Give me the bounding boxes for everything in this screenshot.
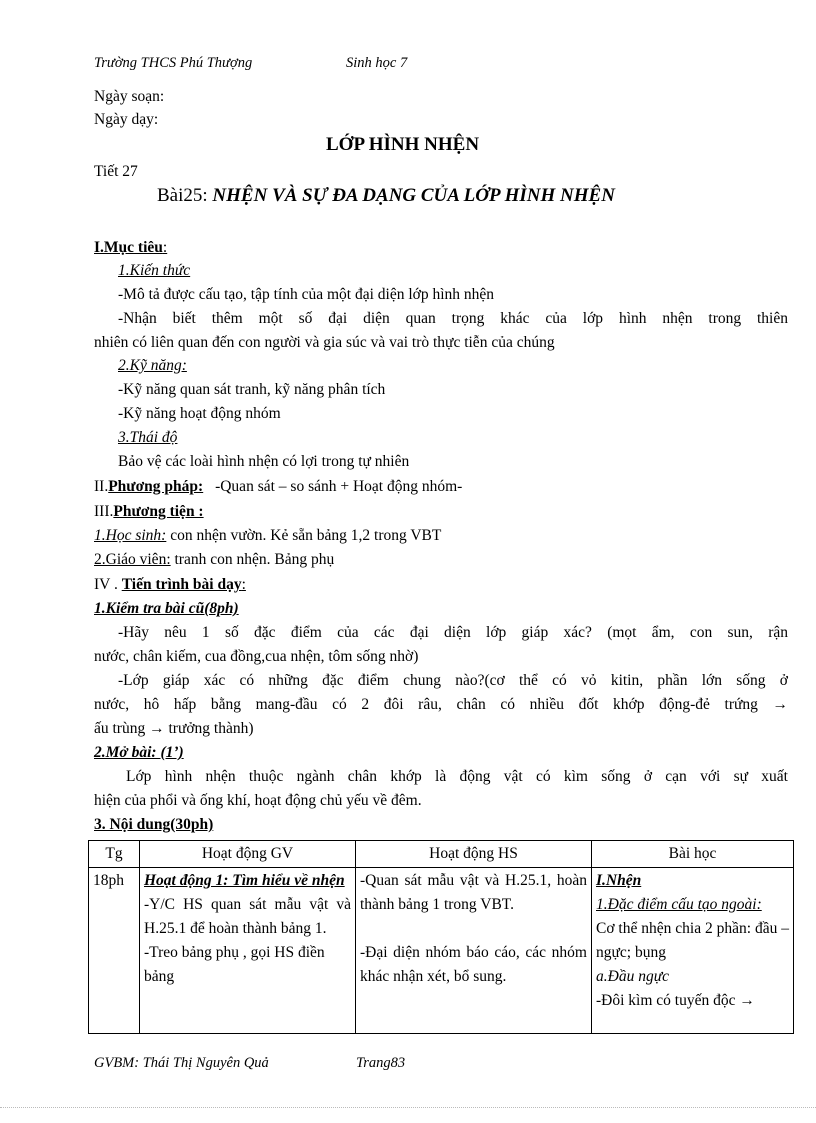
table-header-row: [89, 841, 794, 868]
lesson-name: NHỆN VÀ SỰ ĐA DẠNG CỦA LỚP HÌNH NHỆN: [212, 185, 615, 206]
knowledge-line-2b: nhiên có liên quan đến con người và gia súc và vai trò thực tiễn của chúng: [94, 334, 555, 351]
methods-num: II.: [94, 478, 109, 495]
methods-line: [94, 478, 462, 496]
skills-line-1: -Kỹ năng quan sát tranh, kỹ năng phân tích: [118, 381, 386, 398]
teacher-activity-cell: [140, 868, 356, 1034]
check-q2c: ấu trùng → trưởng thành): [94, 720, 254, 737]
methods-heading: Phương pháp:: [108, 478, 204, 495]
means-teacher: [94, 551, 334, 569]
table-header-cell: Bài học: [592, 841, 794, 868]
objectives-heading: [94, 239, 167, 257]
check-heading: 1.Kiểm tra bài cũ(8ph): [94, 600, 239, 617]
check-q1b: nước, chân kiếm, cua đồng,cua nhện, tôm sống nhờ): [94, 648, 419, 665]
time-cell: 18ph: [89, 868, 140, 1034]
attitude-heading: 3.Thái độ: [118, 429, 178, 446]
lesson-subsection-2: a.Đầu ngực: [596, 968, 670, 985]
date-prepared: Ngày soạn:: [94, 88, 165, 105]
means-student-text: con nhện vườn. Kẻ sẵn bảng 1,2 trong VBT: [170, 527, 442, 544]
student-activity-line: -Quan sát mẫu vật và H.25.1, hoàn thành bảng 1 trong VBT.: [360, 872, 587, 913]
means-student-label: 1.Học sinh:: [94, 527, 167, 544]
process-colon: :: [241, 576, 246, 593]
check-q1a: -Hãy nêu 1 số đặc điểm của các đại diện lớp giáp xác? (mọt ẩm, con sun, rận: [118, 624, 788, 641]
content-heading: 3. Nội dung(30ph): [94, 816, 214, 833]
lesson-prefix: Bài25:: [157, 185, 208, 206]
means-teacher-text: tranh con nhện. Bảng phụ: [174, 551, 335, 568]
lesson-content-line: Cơ thể nhện chia 2 phần: đầu –ngực; bụng: [596, 920, 789, 961]
table-row: [89, 868, 794, 1034]
methods-text: -Quan sát – so sánh + Hoạt động nhóm-: [215, 478, 463, 495]
process-heading: [94, 576, 246, 594]
lesson-subsection: 1.Đặc điểm cấu tạo ngoài:: [596, 896, 762, 913]
lesson-content-line: -Đôi kìm có tuyến độc →: [596, 992, 755, 1009]
lesson-heading: [157, 185, 615, 207]
means-heading-text: Phương tiện :: [113, 503, 204, 520]
means-num: III.: [94, 503, 114, 520]
check-q2a: -Lớp giáp xác có những đặc điểm chung nào?(cơ thể có vỏ kitin, phần lớn sống ở: [118, 672, 788, 689]
teacher-activity-line: -Y/C HS quan sát mẫu vật và H.25.1 để hoàn thành bảng 1.: [144, 896, 351, 937]
skills-heading: 2.Kỹ năng:: [118, 357, 187, 374]
date-taught: Ngày dạy:: [94, 111, 159, 128]
process-num: IV .: [94, 576, 118, 593]
knowledge-line-2a: -Nhận biết thêm một số đại diện quan trọng khác của lớp hình nhện trong thiên: [118, 310, 788, 327]
lesson-table: [88, 840, 794, 1034]
means-student: [94, 527, 441, 545]
spacer: [360, 917, 587, 941]
intro-heading: 2.Mở bài: (1’): [94, 744, 184, 761]
teacher-activity-line: -Treo bảng phụ , gọi HS điền bảng: [144, 944, 325, 985]
intro-line-2: hiện của phổi và ống khí, hoạt động chủ yếu về đêm.: [94, 792, 422, 809]
means-heading: [94, 503, 204, 521]
table-header-cell: Tg: [89, 841, 140, 868]
lesson-section-title: I.Nhện: [596, 872, 642, 889]
attitude-line-1: Bảo vệ các loài hình nhện có lợi trong tự nhiên: [118, 453, 410, 470]
table-header-cell: Hoạt động HS: [356, 841, 592, 868]
page-bottom-divider: [0, 1107, 816, 1108]
student-activity-line: -Đại diện nhóm báo cáo, các nhóm khác nhận xét, bổ sung.: [360, 944, 587, 985]
table-header-cell: Hoạt động GV: [140, 841, 356, 868]
footer-teacher: GVBM: Thái Thị Nguyên Quả: [94, 1055, 269, 1071]
skills-line-2: -Kỹ năng hoạt động nhóm: [118, 405, 281, 422]
student-activity-cell: [356, 868, 592, 1034]
period-number: Tiết 27: [94, 163, 138, 180]
process-heading-text: Tiến trình bài dạy: [121, 576, 242, 593]
footer-page: Trang83: [356, 1055, 406, 1071]
school-name: Trường THCS Phú Thượng: [94, 55, 253, 71]
activity-title: Hoạt động 1: Tìm hiểu về nhện: [144, 872, 345, 889]
objectives-heading-text: I.Mục tiêu: [94, 239, 163, 256]
knowledge-heading: 1.Kiến thức: [118, 262, 191, 279]
lesson-content-cell: [592, 868, 794, 1034]
knowledge-line-1: -Mô tả được cấu tạo, tập tính của một đại diện lớp hình nhện: [118, 286, 495, 303]
page-title: LỚP HÌNH NHỆN: [326, 134, 480, 155]
objectives-colon: :: [162, 239, 168, 256]
means-teacher-label: 2.Giáo viên:: [94, 551, 171, 568]
check-q2b: nước, hô hấp bằng mang-đầu có 2 đôi râu, chân có nhiều đốt khớp động-đẻ trứng →: [94, 696, 788, 713]
subject-name: Sinh học 7: [346, 55, 408, 71]
intro-line-1: Lớp hình nhện thuộc ngành chân khớp là động vật có kìm sống ở cạn với sự xuất: [126, 768, 788, 785]
